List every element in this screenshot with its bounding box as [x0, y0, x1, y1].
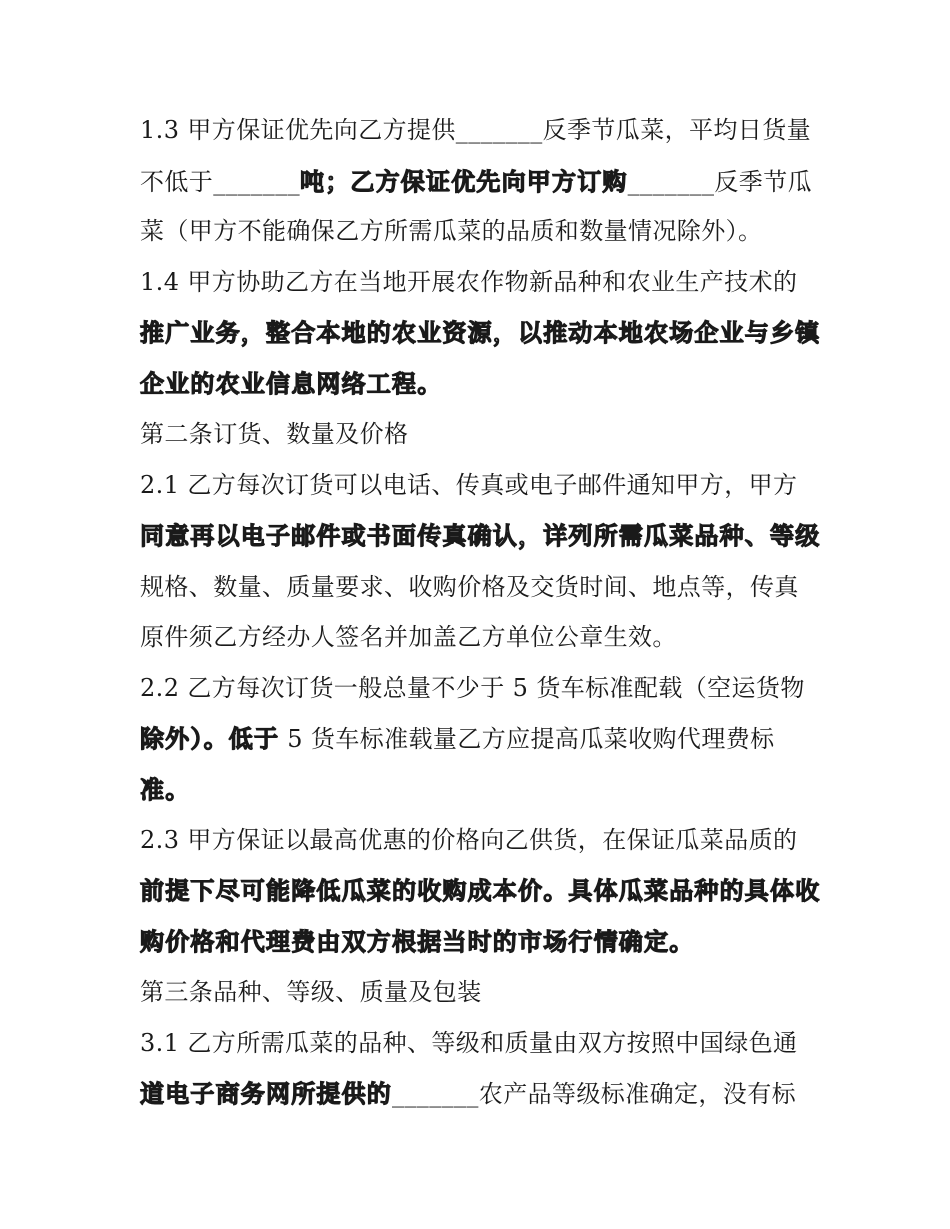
text-run-stylized: 道电子商务网所提供的 — [140, 1080, 392, 1108]
text-line-2-3-b — [140, 876, 820, 906]
text-line-2-1-c — [140, 572, 799, 602]
text-line-2-1-a — [140, 470, 797, 500]
text-run-stylized: 同意再以电子邮件或书面传真确认，详列所需瓜菜品种、等级 — [140, 522, 821, 550]
section-heading-3 — [140, 977, 482, 1007]
text-line-2-3-a — [140, 825, 797, 855]
text-line-2-3-c — [140, 927, 694, 957]
section-heading-2 — [140, 419, 408, 449]
text-run: 菜（甲方不能确保乙方所需瓜菜的品质和数量情况除外）。 — [140, 217, 763, 245]
text-run: 1.3 甲方保证优先向乙方提供_______反季节瓜菜，平均日货量 — [140, 116, 811, 144]
text-run-stylized: 推广业务，整合本地的农业资源，以推动本地农场企业与乡镇 — [140, 319, 821, 347]
text-run: _______农产品等级标准确定，没有标 — [392, 1080, 796, 1108]
heading-text: 第二条订货、数量及价格 — [140, 420, 409, 448]
text-run: 规格、数量、质量要求、收购价格及交货时间、地点等，传真 — [140, 573, 799, 601]
text-run-stylized: 企业的农业信息网络工程。 — [140, 370, 443, 398]
text-run-stylized: 准。 — [140, 776, 191, 804]
text-line-1-4-c — [140, 369, 442, 399]
text-run: 2.3 甲方保证以最高优惠的价格向乙供货，在保证瓜菜品质的 — [140, 826, 798, 854]
text-run: 2.1 乙方每次订货可以电话、传真或电子邮件通知甲方，甲方 — [140, 471, 798, 499]
text-run: _______反季节瓜 — [627, 168, 813, 196]
text-run-stylized: 前提下尽可能降低瓜菜的收购成本价。具体瓜菜品种的具体收 — [140, 877, 821, 905]
text-run: 原件须乙方经办人签名并加盖乙方单位公章生效。 — [140, 623, 677, 651]
text-line-2-1-d — [140, 622, 677, 652]
text-line-3-1-a — [140, 1028, 797, 1058]
text-line-2-2-c — [140, 775, 190, 805]
text-run: 1.4 甲方协助乙方在当地开展农作物新品种和农业生产技术的 — [140, 268, 798, 296]
text-line-1-4-b — [140, 318, 820, 348]
text-line-1-3-a — [140, 115, 811, 145]
text-line-1-3-c — [140, 216, 762, 246]
text-run-stylized: 吨；乙方保证优先向甲方订购 — [300, 168, 628, 196]
text-run: 3.1 乙方所需瓜菜的品种、等级和质量由双方按照中国绿色通 — [140, 1029, 798, 1057]
text-run: 不低于_______ — [140, 168, 300, 196]
text-run: 2.2 乙方每次订货一般总量不少于 5 货车标准配载（空运货物 — [140, 674, 805, 702]
text-line-2-1-b — [140, 521, 820, 551]
text-line-1-4-a — [140, 267, 797, 297]
text-run: 5 货车标准载量乙方应提高瓜菜收购代理费标 — [279, 725, 775, 753]
text-line-1-3-b — [140, 167, 812, 197]
text-run-stylized: 除外）。低于 — [140, 725, 280, 753]
text-line-2-2-b — [140, 724, 775, 754]
text-line-2-2-a — [140, 673, 805, 703]
heading-text: 第三条品种、等级、质量及包装 — [140, 978, 482, 1006]
text-line-3-1-b — [140, 1079, 796, 1109]
text-run-stylized: 购价格和代理费由双方根据当时的市场行情确定。 — [140, 928, 695, 956]
